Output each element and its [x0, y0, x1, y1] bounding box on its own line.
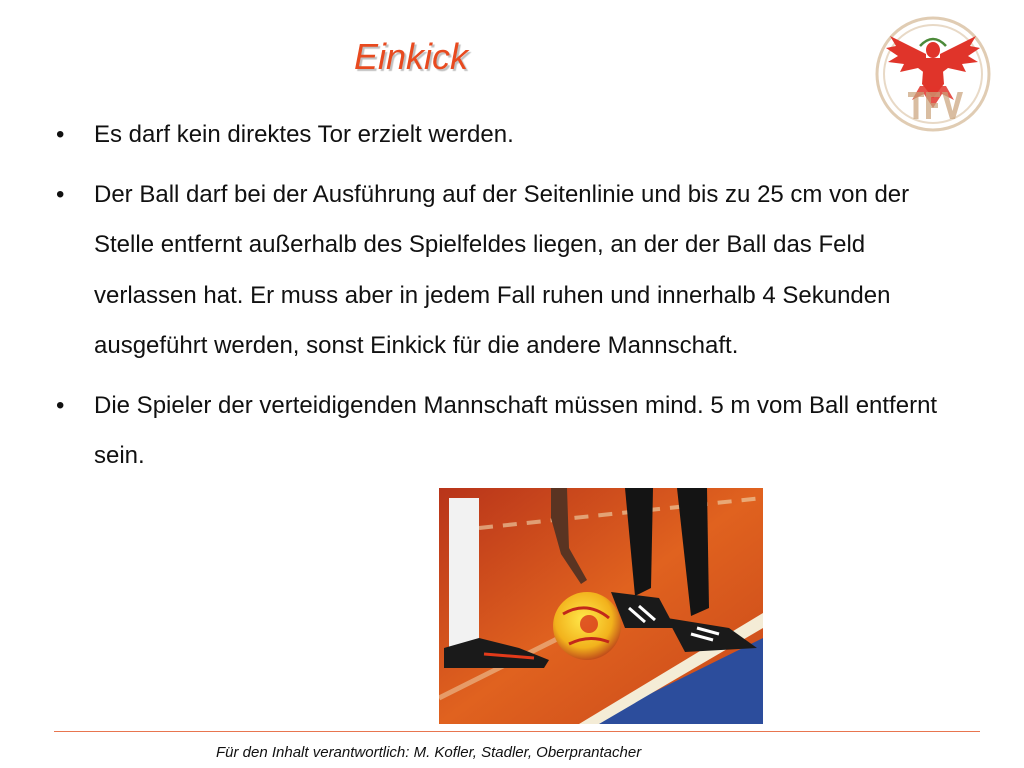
- bullet-dot: •: [56, 121, 65, 148]
- bullet-list: [56, 110, 956, 491]
- footer-divider: [54, 731, 980, 732]
- slide-title: Einkick: [354, 36, 469, 77]
- bullet-item: [56, 170, 956, 372]
- bullet-text: Die Spieler der verteidigenden Mannschaft müssen mind. 5 m vom Ball entfernt sein.: [94, 391, 938, 469]
- futsal-kick-in-photo: [439, 488, 763, 724]
- bullet-item: [56, 381, 954, 482]
- bullet-dot: •: [56, 391, 65, 419]
- bullet-text: Der Ball darf bei der Ausführung auf der Seitenlinie und bis zu 25 cm von der Stelle entfernt außerhalb des Spielfeldes liegen, an der der Ball das Feld verlassen hat. Er muss aber in jedem Fall ruhen und innerhalb 4 Sekunden ausgeführt werden, sonst Einkick für die andere Mannschaft.: [94, 180, 910, 359]
- footer-credit: Für den Inhalt verantwortlich: M. Kofler, Stadler, Oberprantacher: [216, 744, 642, 761]
- bullet-item: [56, 110, 956, 161]
- bullet-text: Es darf kein direktes Tor erzielt werden.: [94, 121, 514, 148]
- bullet-dot: •: [56, 180, 65, 208]
